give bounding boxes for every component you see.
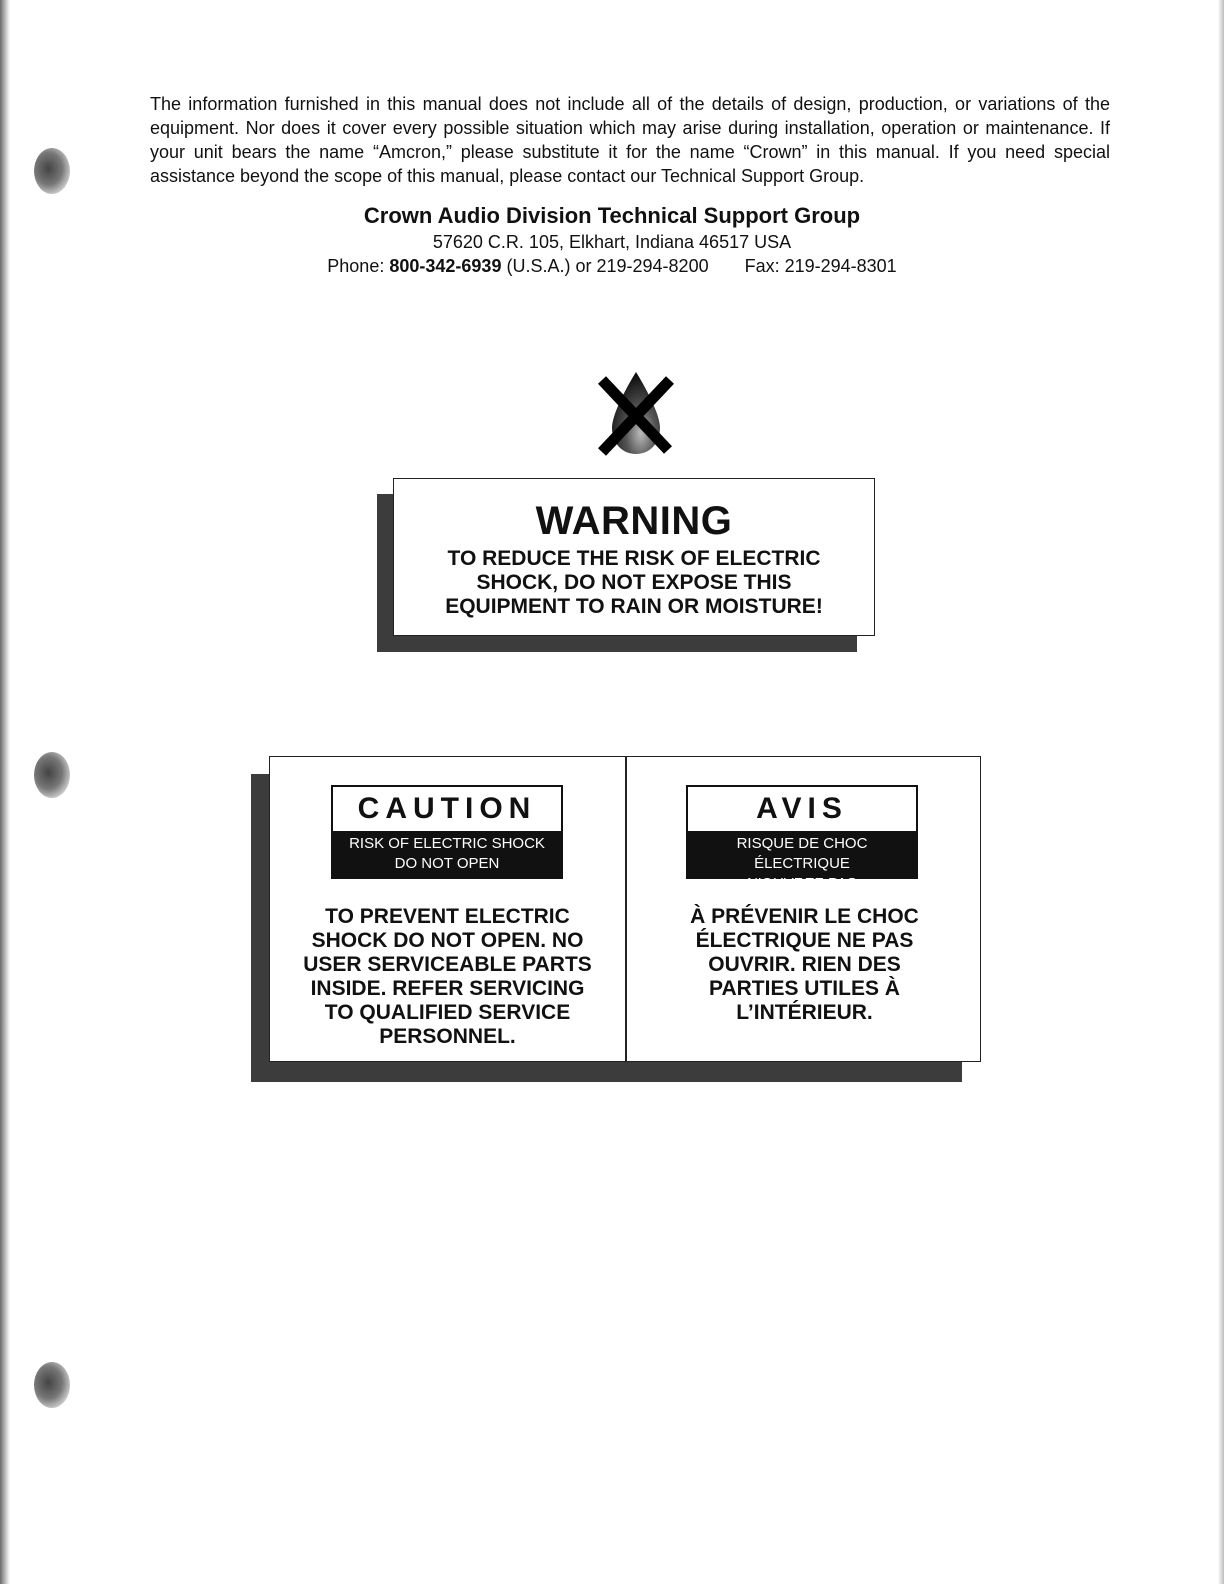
warning-title: WARNING xyxy=(535,499,733,543)
avis-body-line: PARTIES UTILES À xyxy=(709,977,900,1000)
warning-box xyxy=(393,478,875,636)
avis-body xyxy=(642,905,967,1025)
avis-body-line: ÉLECTRIQUE NE PAS xyxy=(695,929,914,952)
avis-body-line: À PRÉVENIR LE CHOC xyxy=(690,905,919,928)
caution-label xyxy=(331,785,563,879)
warning-line: SHOCK, DO NOT EXPOSE THIS xyxy=(476,571,792,594)
caution-body-line: PERSONNEL. xyxy=(379,1025,516,1048)
binder-hole-middle xyxy=(34,752,70,798)
warning-line: EQUIPMENT TO RAIN OR MOISTURE! xyxy=(445,595,823,618)
phone-rest: (U.S.A.) or 219-294-8200 xyxy=(506,256,709,276)
caution-avis-box xyxy=(269,756,981,1062)
no-water-droplet-icon xyxy=(596,368,676,460)
avis-subtitle xyxy=(688,831,916,892)
caution-body-line: TO QUALIFIED SERVICE xyxy=(324,1001,571,1024)
support-contact-line xyxy=(0,256,1224,277)
caution-body-line: USER SERVICEABLE PARTS xyxy=(303,953,592,976)
caution-body-line: INSIDE. REFER SERVICING xyxy=(310,977,585,1000)
caution-body xyxy=(285,905,610,1049)
caution-title: CAUTION xyxy=(357,792,537,825)
caution-body-line: SHOCK DO NOT OPEN. NO xyxy=(311,929,584,952)
fax-number: Fax: 219-294-8301 xyxy=(744,256,897,276)
phone-tollfree: 800-342-6939 xyxy=(389,256,502,276)
avis-title: AVIS xyxy=(756,792,848,825)
caution-body-line: TO PREVENT ELECTRIC xyxy=(325,905,570,928)
avis-body-line: OUVRIR. RIEN DES xyxy=(708,953,901,976)
warning-line: TO REDUCE THE RISK OF ELECTRIC xyxy=(447,547,821,570)
panel-divider xyxy=(625,757,627,1061)
support-address: 57620 C.R. 105, Elkhart, Indiana 46517 USA xyxy=(432,232,792,252)
avis-sub-line: RISQUE DE CHOC ÉLECTRIQUE xyxy=(736,835,868,872)
avis-body-line: L’INTÉRIEUR. xyxy=(736,1001,873,1024)
caution-sub-line: DO NOT OPEN xyxy=(394,855,500,872)
avis-label xyxy=(686,785,918,892)
avis-sub-line: N’OUVREZ PAS xyxy=(747,875,857,892)
warning-text xyxy=(394,547,874,619)
phone-label: Phone: xyxy=(327,256,385,276)
binder-hole-bottom xyxy=(34,1362,70,1408)
caution-sub-line: RISK OF ELECTRIC SHOCK xyxy=(349,835,545,852)
support-title: Crown Audio Division Technical Support Group xyxy=(363,203,861,228)
binder-hole-top xyxy=(34,148,70,194)
intro-paragraph: The information furnished in this manual does not include all of the details of design, production, or variations of the equipment. Nor does it cover every possible situation which may arise during installation, operation or maintenance. If your unit bears the name “Amcron,” please substitute it for the name “Crown” in this manual. If you need special assistance beyond the scope of this manual, please contact our Technical Support Group. xyxy=(150,94,1110,186)
caution-subtitle xyxy=(333,831,561,877)
